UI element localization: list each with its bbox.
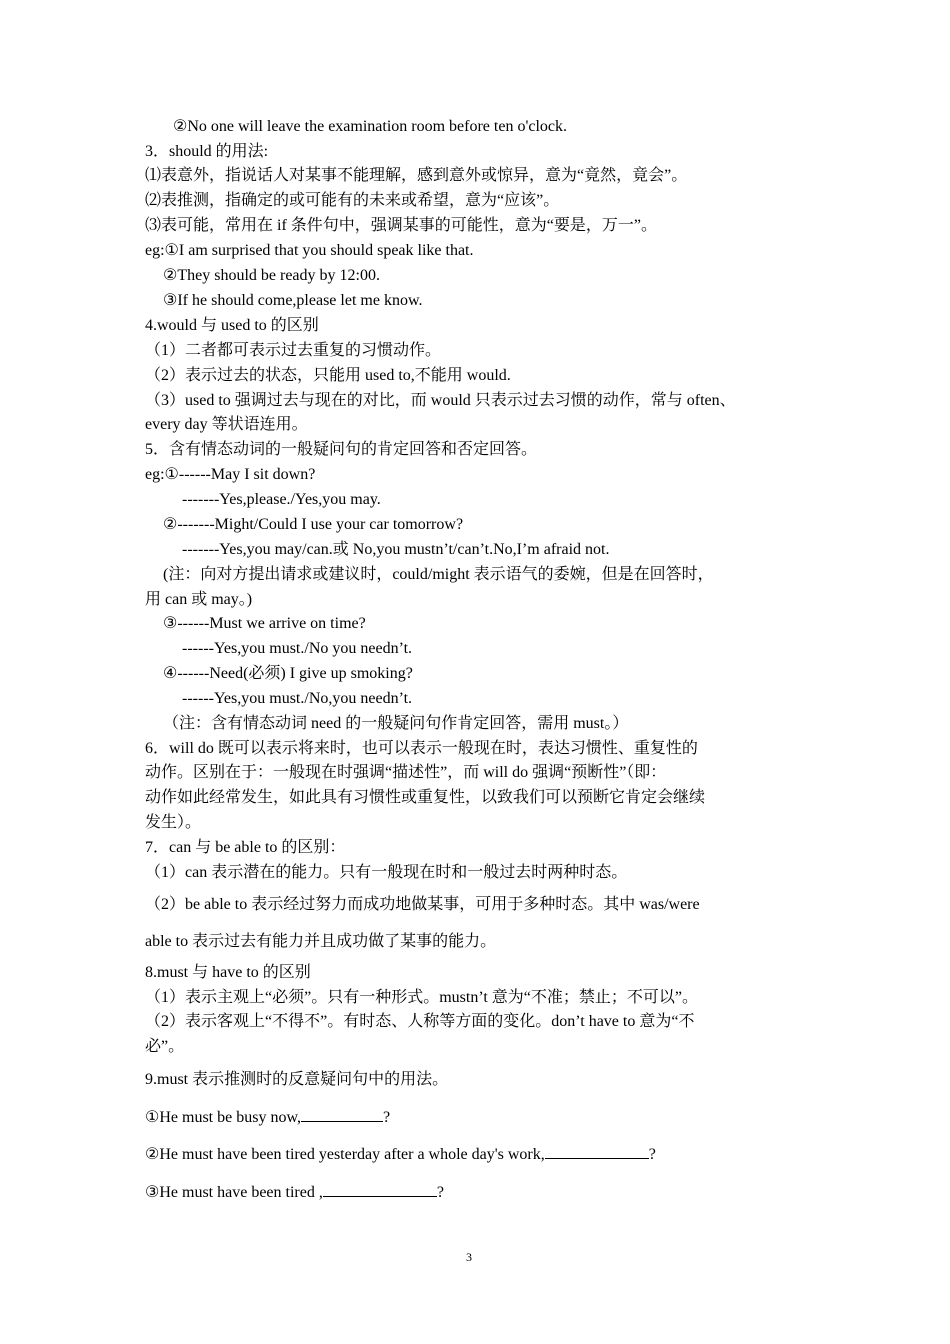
text-line: ②They should be ready by 12:00. [163,267,380,284]
text-line: ③If he should come,please let me know. [163,292,423,309]
answer-blank[interactable] [301,1105,383,1122]
text-line: （1）二者都可表示过去重复的习惯动作。 [145,342,442,359]
answer-blank[interactable] [545,1142,649,1159]
text-line: ------Yes,you must./No,you needn’t. [182,690,413,707]
text-line: -------Yes,you may/can.或 No,you mustn’t/can’t.No,I’m afraid not. [182,541,610,558]
question-text: ①He must be busy now, [145,1109,301,1126]
question-line [145,1105,390,1130]
text-line: ⑵表推测，指确定的或可能有的未来或希望，意为“应该”。 [145,192,560,209]
text-line: eg:①I am surprised that you should speak like that. [145,242,474,259]
text-line: 发生）。 [145,814,202,831]
text-line: ------Yes,you must./No you needn’t. [182,640,413,657]
text-line: （2）表示过去的状态，只能用 used to,不能用 would. [145,367,511,384]
text-line: ②No one will leave the examination room before ten o'clock. [173,118,567,135]
question-mark: ? [648,1146,656,1163]
text-line: 必”。 [145,1038,185,1055]
question-line [145,1142,656,1167]
section-heading: 3．should 的用法: [145,143,269,160]
text-line: 动作。区别在于：一般现在时强调“描述性”，而 will do 强调“预断性”（即： [145,764,667,781]
text-line: ④------Need(必须) I give up smoking? [163,665,413,682]
note-line: (注：向对方提出请求或建议时，could/might 表示语气的委婉，但是在回答时， [163,566,714,583]
text-line: every day 等状语连用。 [145,416,308,433]
text-line: 动作如此经常发生，如此具有习惯性或重复性，以致我们可以预断它肯定会继续 [145,789,706,806]
note-line: 用 can 或 may。) [145,591,253,608]
text-line: （1）can 表示潜在的能力。只有一般现在时和一般过去时两种时态。 [145,864,628,881]
section-heading: 9.must 表示推测时的反意疑问句中的用法。 [145,1071,449,1088]
text-line: -------Yes,please./Yes,you may. [182,491,381,508]
text-line: （3）used to 强调过去与现在的对比，而 would 只表示过去习惯的动作，常与 often、 [145,392,736,409]
section-heading: 4.would 与 used to 的区别 [145,317,319,334]
question-mark: ? [382,1109,391,1126]
note-line: （注：含有情态动词 need 的一般疑问句作肯定回答，需用 must。） [163,715,629,732]
text-line: （2）be able to 表示经过努力而成功地做某事，可用于多种时态。其中 was/were [145,896,700,913]
text-line: eg:①------May I sit down? [145,466,316,483]
text-line: ②-------Might/Could I use your car tomorrow? [163,516,464,533]
section-heading: 5．含有情态动词的一般疑问句的肯定回答和否定回答。 [145,441,538,458]
answer-blank[interactable] [323,1180,437,1197]
page-number: 3 [466,1250,472,1264]
section-heading: 7．can 与 be able to 的区别： [145,839,346,856]
question-text: ②He must have been tired yesterday after a whole day's work, [145,1146,545,1163]
text-line: able to 表示过去有能力并且成功做了某事的能力。 [145,933,497,950]
text-line: ③------Must we arrive on time? [163,615,366,632]
question-text: ③He must have been tired , [145,1184,323,1201]
section-heading: 6．will do 既可以表示将来时，也可以表示一般现在时，表达习惯性、重复性的 [145,740,698,757]
text-line: （2）表示客观上“不得不”。有时态、人称等方面的变化。don’t have to 意为“不 [145,1013,695,1030]
question-mark: ? [436,1184,444,1201]
text-line: ⑴表意外，指说话人对某事不能理解，感到意外或惊异，意为“竟然，竟会”。 [145,167,688,184]
question-line [145,1180,444,1205]
text-line: ⑶表可能，常用在 if 条件句中，强调某事的可能性，意为“要是，万一”。 [145,217,657,234]
section-heading: 8.must 与 have to 的区别 [145,964,311,981]
text-line: （1）表示主观上“必须”。只有一种形式。mustn’t 意为“不准；禁止；不可以”。 [145,989,699,1006]
